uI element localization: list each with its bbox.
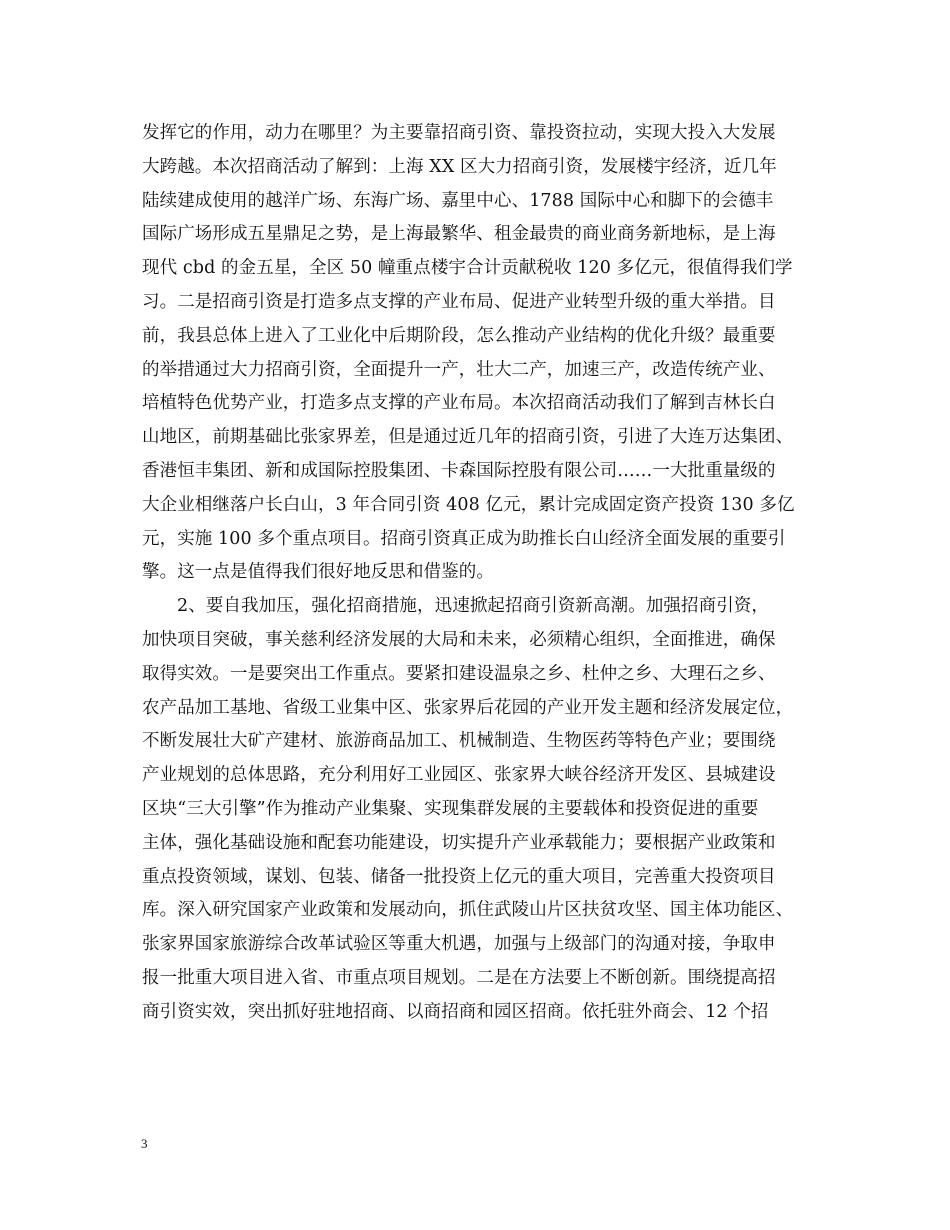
text-line: 库。深入研究国家产业政策和发展动向，抓住武陵山片区扶贫攻坚、国主体功能区、 [142, 900, 794, 921]
text-line: 现代 cbd 的金五星，全区 50 幢重点楼宇合计贡献税收 120 多亿元，很值得我们学 [142, 258, 793, 279]
text-line: 取得实效。一是要突出工作重点。要紧扣建设温泉之乡、杜仲之乡、大理石之乡、 [142, 663, 776, 684]
text-line: 重点投资领域，谋划、包装、储备一批投资上亿元的重大项目，完善重大投资项目 [142, 866, 776, 887]
text-line: 元，实施 100 多个重点项目。招商引资真正成为助推长白山经济全面发展的重要引 [142, 528, 786, 549]
text-line: 大企业相继落户长白山，3 年合同引资 408 亿元，累计完成固定资产投资 130 多亿 [142, 494, 795, 515]
text-line: 擎。这一点是值得我们很好地反思和借鉴的。 [142, 562, 494, 583]
text-line: 陆续建成使用的越洋广场、东海广场、嘉里中心、1788 国际中心和脚下的会德丰 [142, 190, 774, 211]
text-line: 不断发展壮大矿产建材、旅游商品加工、机械制造、生物医药等特色产业；要围绕 [142, 731, 776, 752]
text-line: 加快项目突破，事关慈利经济发展的大局和未来，必须精心组织，全面推进，确保 [142, 629, 776, 650]
paragraph-1 [142, 117, 832, 590]
text-line: 山地区，前期基础比张家界差，但是通过近几年的招商引资，引进了大连万达集团、 [142, 427, 794, 448]
paragraph-2 [142, 590, 832, 1029]
text-line: 前，我县总体上进入了工业化中后期阶段，怎么推动产业结构的优化升级？最重要 [142, 325, 776, 346]
text-line: 区块“三大引擎”作为推动产业集聚、实现集群发展的主要载体和投资促进的重要 [142, 798, 759, 819]
text-line: 国际广场形成五星鼎足之势，是上海最繁华、租金最贵的商业商务新地标，是上海 [142, 224, 776, 245]
text-line: 2、要自我加压，强化招商措施，迅速掀起招商引资新高潮。加强招商引资， [177, 596, 770, 617]
text-line: 张家界国家旅游综合改革试验区等重大机遇，加强与上级部门的沟通对接，争取申 [142, 934, 776, 955]
document-body [142, 117, 832, 1030]
text-line: 香港恒丰集团、新和成国际控股集团、卡森国际控股有限公司……一大批重量级的 [142, 460, 776, 481]
text-line: 大跨越。本次招商活动了解到：上海 XX 区大力招商引资，发展楼宇经济，近几年 [142, 156, 777, 177]
text-line: 农产品加工基地、省级工业集中区、张家界后花园的产业开发主题和经济发展定位， [142, 697, 794, 718]
page-number: 3 [141, 1136, 148, 1151]
text-line: 报一批重大项目进入省、市重点项目规划。二是在方法要上不断创新。围绕提高招 [142, 967, 776, 988]
text-line: 产业规划的总体思路，充分利用好工业园区、张家界大峡谷经济开发区、县城建设 [142, 765, 776, 786]
text-line: 培植特色优势产业，打造多点支撑的产业布局。本次招商活动我们了解到吉林长白 [142, 393, 776, 414]
text-line: 习。二是招商引资是打造多点支撑的产业布局、促进产业转型升级的重大举措。目 [142, 291, 776, 312]
text-line: 商引资实效，突出抓好驻地招商、以商招商和园区招商。依托驻外商会、12 个招 [142, 1001, 769, 1022]
text-line: 发挥它的作用，动力在哪里？为主要靠招商引资、靠投资拉动，实现大投入大发展 [142, 123, 776, 143]
text-line: 主体，强化基础设施和配套功能建设，切实提升产业承载能力；要根据产业政策和 [142, 832, 776, 853]
text-line: 的举措通过大力招商引资，全面提升一产，壮大二产，加速三产，改造传统产业、 [142, 359, 776, 380]
